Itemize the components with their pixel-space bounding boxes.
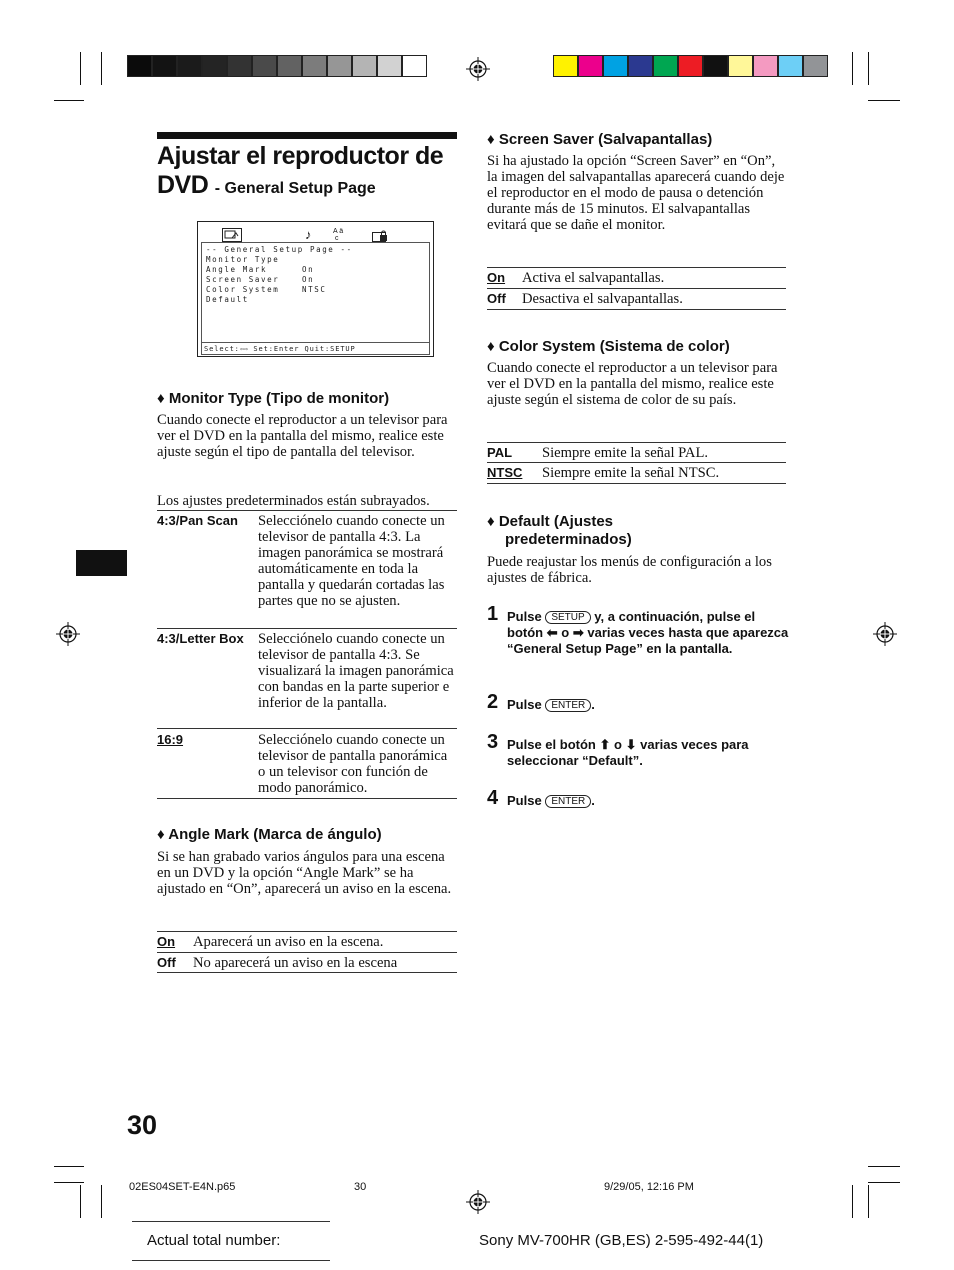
option-label: 4:3/Letter Box xyxy=(157,631,244,646)
screen-saver-heading: ♦ Screen Saver (Salvapantallas) xyxy=(487,131,713,148)
option-desc: No aparecerá un aviso en la escena xyxy=(193,955,398,971)
footer-page: 30 xyxy=(354,1181,367,1193)
option-desc: Siempre emite la señal NTSC. xyxy=(542,465,720,481)
osd-row: Screen Saver On xyxy=(206,275,315,284)
option-label-default: On xyxy=(157,934,176,949)
gray-swatch xyxy=(277,55,302,77)
osd-row: Angle Mark On xyxy=(206,265,315,274)
color-swatch xyxy=(753,55,778,77)
option-label-default: 16:9 xyxy=(157,732,184,747)
osd-header: -- General Setup Page -- xyxy=(206,245,353,254)
setup-key: SETUP xyxy=(545,611,590,624)
title-rule xyxy=(157,132,457,139)
option-label: 4:3/Pan Scan xyxy=(157,513,238,528)
osd-screen xyxy=(197,221,434,357)
page-title-main: Ajustar el reproductor de DVD xyxy=(157,142,444,199)
angle-mark-body: Si se han grabado varios ángulos para una escena en un DVD y la opción “Angle Mark” se ha ajustado en “On”, aparecerá un aviso en la escena. xyxy=(157,849,452,897)
option-label-default: On xyxy=(487,270,506,285)
diamond-bullet-icon: ♦ xyxy=(487,513,499,530)
arrow-left-right-icon: ⇦⇨ xyxy=(239,345,249,353)
option-label: Off xyxy=(157,955,176,970)
color-system-heading: ♦ Color System (Sistema de color) xyxy=(487,338,730,355)
registration-mark-icon xyxy=(466,1190,490,1214)
music-note-icon: ♪ xyxy=(305,227,312,242)
option-desc: Activa el salvapantallas. xyxy=(522,270,665,286)
step-number: 2 xyxy=(487,691,499,713)
arrow-right-icon: ➡ xyxy=(572,625,584,640)
option-desc: Aparecerá un aviso en la escena. xyxy=(193,934,384,950)
gray-swatch xyxy=(152,55,177,77)
default-heading: ♦ Default (Ajustes predeterminados) xyxy=(487,513,632,548)
footer-date: 9/29/05, 12:16 PM xyxy=(604,1181,694,1193)
arrow-down-icon: ⬇ xyxy=(625,737,637,752)
gray-swatch xyxy=(377,55,402,77)
osd-menu xyxy=(201,242,430,355)
osd-footer: Select:⇦⇨ Set:Enter Quit:SETUP xyxy=(204,345,356,353)
default-body: Puede reajustar los menús de configuración a los ajustes de fábrica. xyxy=(487,554,772,586)
monitor-type-note: Los ajustes predeterminados están subrayados. xyxy=(157,493,430,509)
gray-swatch xyxy=(302,55,327,77)
gray-swatch xyxy=(252,55,277,77)
angle-mark-heading: ♦ Angle Mark (Marca de ángulo) xyxy=(157,826,382,843)
gray-swatch xyxy=(227,55,252,77)
step-text: Pulse ENTER . xyxy=(507,697,595,712)
enter-key: ENTER xyxy=(545,699,591,712)
osd-row: Default xyxy=(206,295,249,304)
footer-filename: 02ES04SET-E4N.p65 xyxy=(129,1181,236,1193)
arrow-left-icon: ⬅ xyxy=(546,625,558,640)
osd-row: Color System NTSC xyxy=(206,285,327,294)
color-swatch xyxy=(578,55,603,77)
gray-swatch xyxy=(352,55,377,77)
diamond-bullet-icon: ♦ xyxy=(157,826,169,843)
page-title xyxy=(157,142,467,203)
diamond-bullet-icon: ♦ xyxy=(487,338,499,355)
section-tab xyxy=(76,550,127,576)
color-swatch xyxy=(703,55,728,77)
option-desc: Desactiva el salvapantallas. xyxy=(522,291,683,307)
color-swatch xyxy=(678,55,703,77)
osd-rows xyxy=(206,255,426,305)
step-text: Pulse SETUP y, a continuación, pulse el botón ⬅ o ➡ varias veces hasta que aparezca “General Setup Page” en la pantalla. xyxy=(507,609,789,656)
option-desc: Siempre emite la señal PAL. xyxy=(542,445,709,461)
option-label-default: NTSC xyxy=(487,465,523,480)
audio-language-icon: A ä c xyxy=(333,228,344,242)
page-title-sub: - General Setup Page xyxy=(214,180,376,197)
color-swatch xyxy=(803,55,828,77)
gray-swatch xyxy=(202,55,227,77)
lock-icon xyxy=(372,228,390,242)
page-number: 30 xyxy=(127,1110,158,1140)
gray-swatch xyxy=(402,55,427,77)
step-number: 4 xyxy=(487,787,499,809)
color-system-body: Cuando conecte el reproductor a un televisor para ver el DVD en la pantalla del mismo, realice este ajuste según el sistema de color de su país. xyxy=(487,360,778,408)
registration-mark-icon xyxy=(466,57,490,81)
monitor-icon xyxy=(222,228,242,242)
color-swatch xyxy=(728,55,753,77)
registration-mark-icon xyxy=(56,622,80,646)
diamond-bullet-icon: ♦ xyxy=(157,390,169,407)
step-number: 1 xyxy=(487,603,499,625)
color-swatch xyxy=(653,55,678,77)
color-swatch xyxy=(628,55,653,77)
color-swatch xyxy=(553,55,578,77)
option-label: PAL xyxy=(487,445,513,460)
option-desc: Selecciónelo cuando conecte un televisor de pantalla 4:3. La imagen panorámica se mostrará automáticamente en toda la pantalla y quedarán cortadas las partes que no se ajusten. xyxy=(258,513,445,609)
gray-swatch xyxy=(327,55,352,77)
arrow-up-icon: ⬆ xyxy=(599,737,611,752)
option-desc: Selecciónelo cuando conecte un televisor de pantalla panorámica o un televisor con función de modo panorámico. xyxy=(258,732,448,796)
option-desc: Selecciónelo cuando conecte un televisor de pantalla 4:3. Se visualizará la imagen panorámica con bandas en la parte superior e inferior de la pantalla. xyxy=(258,631,454,711)
diamond-bullet-icon: ♦ xyxy=(487,131,499,148)
screen-saver-body: Si ha ajustado la opción “Screen Saver” en “On”, la imagen del salvapantallas aparecerá cuando deje el reproductor en el modo de pausa o detención durante más de 15 minutos. El salvapantallas evitará que se dañe el monitor. xyxy=(487,153,785,233)
footer-actual-total: Actual total number: xyxy=(147,1232,281,1249)
step-text: Pulse ENTER . xyxy=(507,793,595,808)
gray-swatch xyxy=(177,55,202,77)
registration-mark-icon xyxy=(873,622,897,646)
color-swatch xyxy=(778,55,803,77)
gray-swatch xyxy=(127,55,152,77)
footer-model: Sony MV-700HR (GB,ES) 2-595-492-44(1) xyxy=(479,1232,764,1249)
enter-key: ENTER xyxy=(545,795,591,808)
step-number: 3 xyxy=(487,731,499,753)
color-swatch xyxy=(603,55,628,77)
monitor-type-heading: ♦ Monitor Type (Tipo de monitor) xyxy=(157,390,390,407)
step-text: Pulse el botón ⬆ o ⬇ varias veces para seleccionar “Default”. xyxy=(507,737,749,768)
monitor-type-body: Cuando conecte el reproductor a un televisor para ver el DVD en la pantalla del mismo, realice este ajuste según el tipo de pantalla del televisor. xyxy=(157,412,448,460)
osd-row: Monitor Type xyxy=(206,255,280,264)
option-label: Off xyxy=(487,291,506,306)
